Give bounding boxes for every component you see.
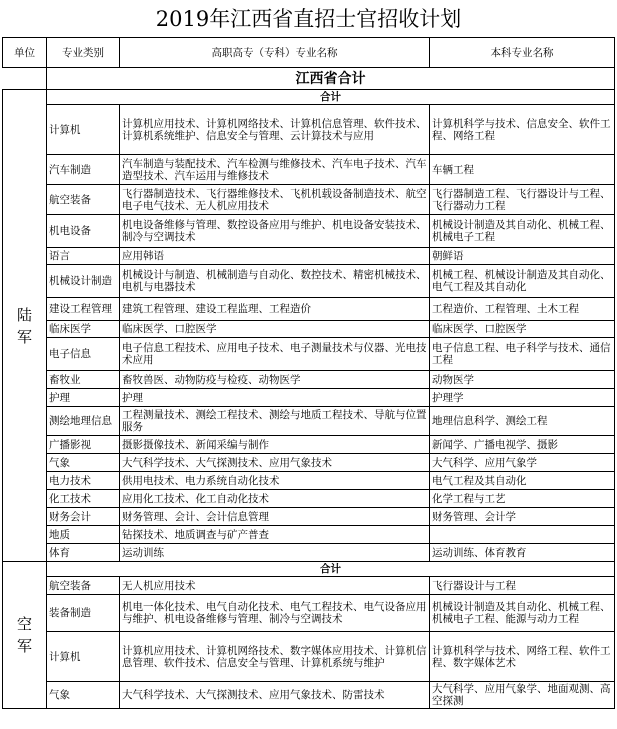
- table-row: [3, 632, 615, 682]
- bachelor-majors: 飞行器设计与工程: [430, 577, 615, 595]
- page-title: 2019年江西省直招士官招收计划: [155, 7, 462, 31]
- airforce-summary-row: [3, 562, 615, 577]
- bachelor-majors: 运动训练、体育教育: [430, 544, 615, 562]
- header-row: [3, 38, 615, 68]
- bachelor-majors: 朝鲜语: [430, 248, 615, 265]
- college-majors: 运动训练: [120, 544, 430, 562]
- college-majors: 大气科学技术、大气探测技术、应用气象技术: [120, 454, 430, 472]
- table-row: [3, 595, 615, 632]
- table-row: [3, 389, 615, 407]
- table-row: [3, 454, 615, 472]
- table-row: [3, 436, 615, 454]
- major-category: 气象: [47, 454, 120, 472]
- major-category: 机电设备: [47, 215, 120, 248]
- army-summary: 合计: [47, 90, 615, 105]
- header-college-majors: 高职高专（专科）专业名称: [120, 38, 430, 68]
- college-majors: 畜牧兽医、动物防疫与检疫、动物医学: [120, 371, 430, 389]
- bachelor-majors: 地理信息科学、测绘工程: [430, 407, 615, 436]
- army-summary-row: [3, 90, 615, 105]
- region-total-row: [3, 68, 615, 90]
- college-majors: 应用化工技术、化工自动化技术: [120, 490, 430, 508]
- college-majors: 电子信息工程技术、应用电子技术、电子测量技术与仪器、光电技术应用: [120, 338, 430, 371]
- table-row: [3, 321, 615, 338]
- major-category: 电子信息: [47, 338, 120, 371]
- college-majors: 应用韩语: [120, 248, 430, 265]
- airforce-unit-cell: [3, 562, 47, 709]
- table-row: [3, 526, 615, 544]
- bachelor-majors: 车辆工程: [430, 155, 615, 185]
- college-majors: 机电设备维修与管理、数控设备应用与维护、机电设备安装技术、制冷与空调技术: [120, 215, 430, 248]
- bachelor-majors: 临床医学、口腔医学: [430, 321, 615, 338]
- army-unit-char: 军: [16, 327, 32, 346]
- major-category: 计算机: [47, 632, 120, 682]
- bachelor-majors: 财务管理、会计学: [430, 508, 615, 526]
- college-majors: 飞行器制造技术、飞行器维修技术、飞机机载设备制造技术、航空电子电气技术、无人机应用技术: [120, 185, 430, 215]
- bachelor-majors: [430, 526, 615, 544]
- college-majors: 大气科学技术、大气探测技术、应用气象技术、防雷技术: [120, 682, 430, 709]
- region-total: 江西省合计: [47, 68, 615, 90]
- header-category: 专业类别: [47, 38, 120, 68]
- bachelor-majors: 机械设计制造及其自动化、机械工程、机械电子工程、能源与动力工程: [430, 595, 615, 632]
- major-category: 航空装备: [47, 577, 120, 595]
- table-row: [3, 544, 615, 562]
- bachelor-majors: 电子信息工程、电子科学与技术、通信工程: [430, 338, 615, 371]
- bachelor-majors: 大气科学、应用气象学: [430, 454, 615, 472]
- major-category: 畜牧业: [47, 371, 120, 389]
- college-majors: 供用电技术、电力系统自动化技术: [120, 472, 430, 490]
- major-category: 护理: [47, 389, 120, 407]
- airforce-summary: 合计: [47, 562, 615, 577]
- major-category: 电力技术: [47, 472, 120, 490]
- table-row: [3, 472, 615, 490]
- table-row: [3, 682, 615, 709]
- bachelor-majors: 计算机科学与技术、信息安全、软件工程、网络工程: [430, 105, 615, 155]
- major-category: 测绘地理信息: [47, 407, 120, 436]
- major-category: 建设工程管理: [47, 298, 120, 321]
- army-unit-char: 陆: [16, 305, 32, 324]
- bachelor-majors: 电气工程及其自动化: [430, 472, 615, 490]
- table-row: [3, 298, 615, 321]
- table-row: [3, 508, 615, 526]
- airforce-unit-char: 军: [16, 637, 32, 655]
- major-category: 航空装备: [47, 185, 120, 215]
- major-category: 体育: [47, 544, 120, 562]
- major-category: 机械设计制造: [47, 265, 120, 298]
- bachelor-majors: 机械设计制造及其自动化、机械工程、机械电子工程: [430, 215, 615, 248]
- header-unit: 单位: [3, 38, 47, 68]
- major-category: 地质: [47, 526, 120, 544]
- major-category: 语言: [47, 248, 120, 265]
- table-row: [3, 338, 615, 371]
- major-category: 汽车制造: [47, 155, 120, 185]
- table-row: [3, 490, 615, 508]
- table-row: [3, 265, 615, 298]
- recruitment-table: [2, 37, 615, 709]
- header-bachelor-majors: 本科专业名称: [430, 38, 615, 68]
- college-majors: 机电一体化技术、电气自动化技术、电气工程技术、电气设备应用与维护、机电设备维修与管理、制冷与空调技术: [120, 595, 430, 632]
- college-majors: 计算机应用技术、计算机网络技术、数字媒体应用技术、计算机信息管理、软件技术、信息安全与管理、计算机系统与维护: [120, 632, 430, 682]
- college-majors: 汽车制造与装配技术、汽车检测与维修技术、汽车电子技术、汽车造型技术、汽车运用与维修技术: [120, 155, 430, 185]
- college-majors: 临床医学、口腔医学: [120, 321, 430, 338]
- college-majors: 计算机应用技术、计算机网络技术、计算机信息管理、软件技术、计算机系统维护、信息安全与管理、云计算技术与应用: [120, 105, 430, 155]
- bachelor-majors: 机械工程、机械设计制造及其自动化、电气工程及其自动化: [430, 265, 615, 298]
- table-row: [3, 105, 615, 155]
- major-category: 临床医学: [47, 321, 120, 338]
- bachelor-majors: 计算机科学与技术、网络工程、软件工程、数字媒体艺术: [430, 632, 615, 682]
- college-majors: 钻探技术、地质调查与矿产普查: [120, 526, 430, 544]
- major-category: 财务会计: [47, 508, 120, 526]
- region-blank: [3, 68, 47, 90]
- army-unit-cell: [3, 90, 47, 562]
- bachelor-majors: 大气科学、应用气象学、地面观测、高空探测: [430, 682, 615, 709]
- college-majors: 摄影摄像技术、新闻采编与制作: [120, 436, 430, 454]
- major-category: 气象: [47, 682, 120, 709]
- college-majors: 机械设计与制造、机械制造与自动化、数控技术、精密机械技术、电机与电器技术: [120, 265, 430, 298]
- major-category: 化工技术: [47, 490, 120, 508]
- table-row: [3, 215, 615, 248]
- table-row: [3, 577, 615, 595]
- table-row: [3, 407, 615, 436]
- bachelor-majors: 化学工程与工艺: [430, 490, 615, 508]
- major-category: 计算机: [47, 105, 120, 155]
- college-majors: 护理: [120, 389, 430, 407]
- bachelor-majors: 动物医学: [430, 371, 615, 389]
- bachelor-majors: 新闻学、广播电视学、摄影: [430, 436, 615, 454]
- table-row: [3, 371, 615, 389]
- major-category: 装备制造: [47, 595, 120, 632]
- college-majors: 工程测量技术、测绘工程技术、测绘与地质工程技术、导航与位置服务: [120, 407, 430, 436]
- college-majors: 无人机应用技术: [120, 577, 430, 595]
- major-category: 广播影视: [47, 436, 120, 454]
- bachelor-majors: 护理学: [430, 389, 615, 407]
- table-row: [3, 185, 615, 215]
- bachelor-majors: 飞行器制造工程、飞行器设计与工程、飞行器动力工程: [430, 185, 615, 215]
- airforce-unit-char: 空: [16, 615, 32, 633]
- bachelor-majors: 工程造价、工程管理、土木工程: [430, 298, 615, 321]
- college-majors: 财务管理、会计、会计信息管理: [120, 508, 430, 526]
- table-row: [3, 155, 615, 185]
- table-row: [3, 248, 615, 265]
- college-majors: 建筑工程管理、建设工程监理、工程造价: [120, 298, 430, 321]
